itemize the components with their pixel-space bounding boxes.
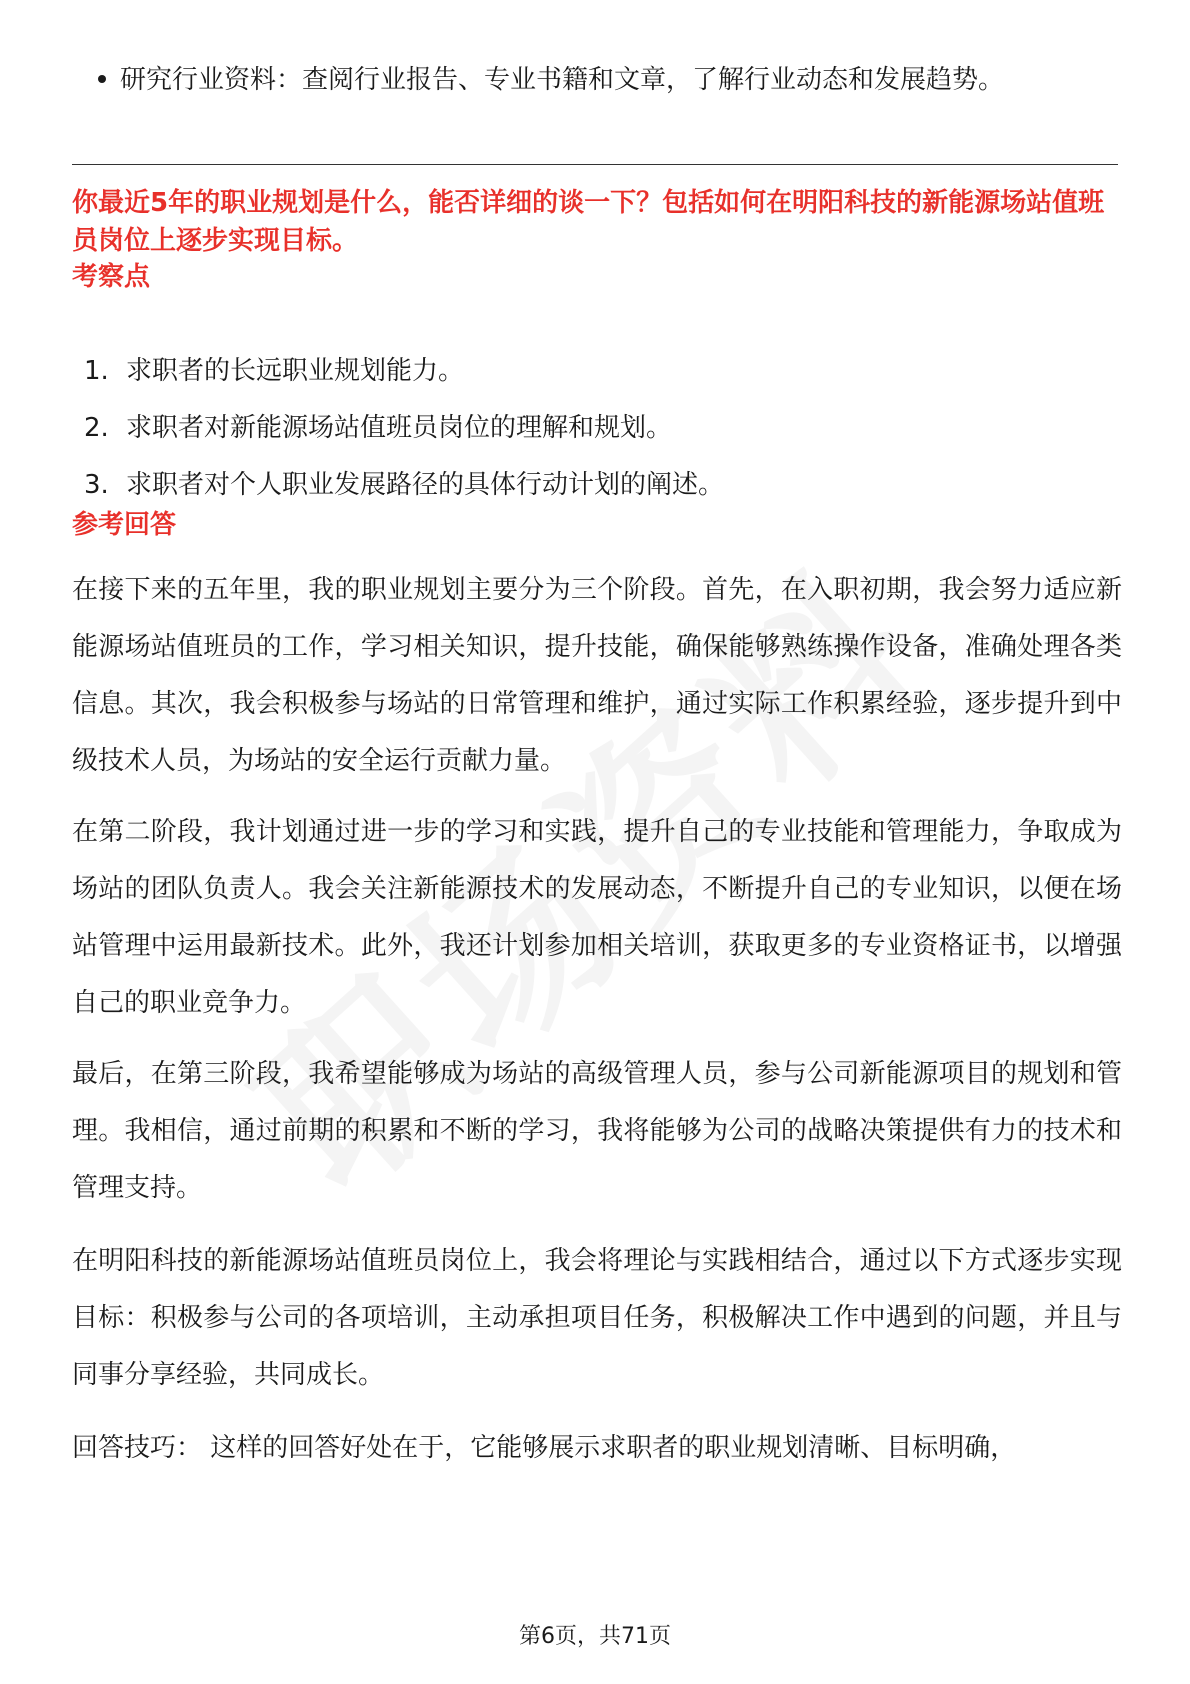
list-number: 3. (84, 470, 109, 500)
section-divider (72, 164, 1118, 165)
list-item (84, 409, 1124, 466)
exam-points-heading: 考察点 (72, 262, 151, 292)
reference-answer-heading: 参考回答 (72, 510, 177, 540)
answer-paragraph: 在第二阶段，我计划通过进一步的学习和实践，提升自己的专业技能和管理能力，争取成为场站的团队负责人。我会关注新能源技术的发展动态，不断提升自己的专业知识，以便在场站管理中运用最新技术。此外，我还计划参加相关培训，获取更多的专业资格证书，以增强自己的职业竞争力。 (72, 817, 1122, 1018)
exam-points-list (84, 352, 1124, 523)
list-text: 求职者的长远职业规划能力。 (126, 356, 465, 386)
list-text: 求职者对新能源场站值班员岗位的理解和规划。 (126, 413, 673, 443)
question-title: 你最近5年的职业规划是什么，能否详细的谈一下？包括如何在明阳科技的新能源场站值班员岗位上逐步实现目标。 (72, 188, 1105, 256)
answer-paragraph: 在明阳科技的新能源场站值班员岗位上，我会将理论与实践相结合，通过以下方式逐步实现目标：积极参与公司的各项培训，主动承担项目任务，积极解决工作中遇到的问题，并且与同事分享经验，共同成长。 (72, 1246, 1122, 1390)
top-bullet-text: 研究行业资料：查阅行业报告、专业书籍和文章，了解行业动态和发展趋势。 (120, 65, 1005, 95)
list-item (84, 352, 1124, 409)
answer-tips-paragraph: 回答技巧： 这样的回答好处在于，它能够展示求职者的职业规划清晰、目标明确， (72, 1433, 1017, 1463)
list-item (84, 466, 1124, 523)
list-text: 求职者对个人职业发展路径的具体行动计划的阐述。 (126, 470, 725, 500)
answer-paragraph: 最后，在第三阶段，我希望能够成为场站的高级管理人员，参与公司新能源项目的规划和管理。我相信，通过前期的积累和不断的学习，我将能够为公司的战略决策提供有力的技术和管理支持。 (72, 1059, 1122, 1203)
list-number: 2. (84, 413, 109, 443)
page-number-footer: 第6页，共71页 (519, 1624, 671, 1649)
list-number: 1. (84, 356, 109, 386)
answer-paragraph: 在接下来的五年里，我的职业规划主要分为三个阶段。首先，在入职初期，我会努力适应新能源场站值班员的工作，学习相关知识，提升技能，确保能够熟练操作设备，准确处理各类信息。其次，我会积极参与场站的日常管理和维护，通过实际工作积累经验，逐步提升到中级技术人员，为场站的安全运行贡献力量。 (72, 575, 1122, 776)
bullet-dot-icon (98, 75, 106, 83)
top-bullet-item (98, 60, 1118, 100)
